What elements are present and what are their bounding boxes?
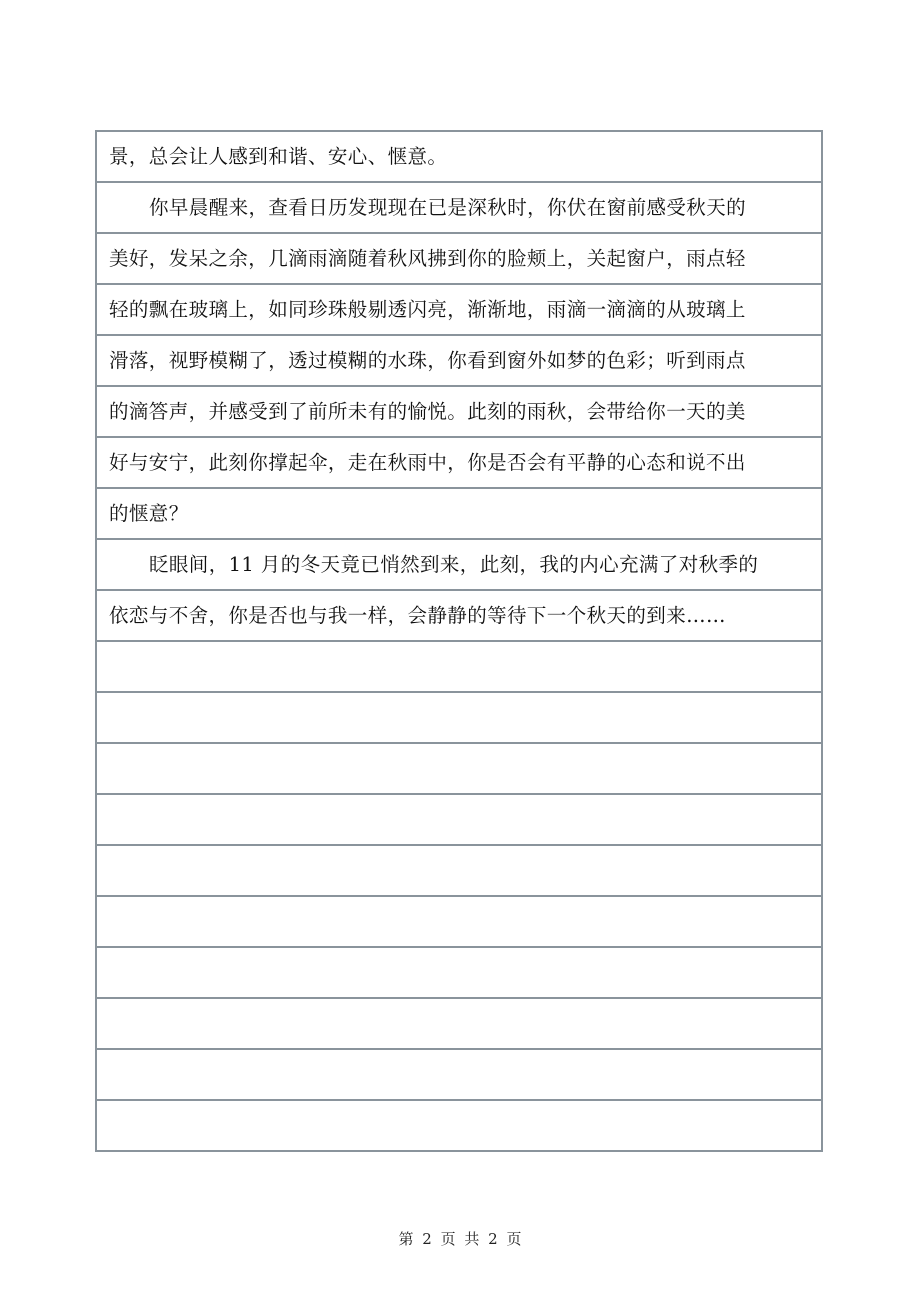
text-line: 你早晨醒来，查看日历发现现在已是深秋时，你伏在窗前感受秋天的 <box>97 183 821 234</box>
empty-line <box>97 948 821 999</box>
text-line: 的滴答声，并感受到了前所未有的愉悦。此刻的雨秋，会带给你一天的美 <box>97 387 821 438</box>
text-line: 轻的飘在玻璃上，如同珍珠般剔透闪亮，渐渐地，雨滴一滴滴的从玻璃上 <box>97 285 821 336</box>
empty-line <box>97 1050 821 1101</box>
empty-line <box>97 1101 821 1152</box>
text-line: 美好，发呆之余，几滴雨滴随着秋风拂到你的脸颊上，关起窗户，雨点轻 <box>97 234 821 285</box>
empty-line <box>97 999 821 1050</box>
empty-line <box>97 744 821 795</box>
text-line: 景，总会让人感到和谐、安心、惬意。 <box>97 132 821 183</box>
empty-line <box>97 642 821 693</box>
empty-line <box>97 846 821 897</box>
page-number-footer: 第 2 页 共 2 页 <box>398 1230 522 1248</box>
text-line: 滑落，视野模糊了，透过模糊的水珠，你看到窗外如梦的色彩；听到雨点 <box>97 336 821 387</box>
empty-line <box>97 693 821 744</box>
text-line: 好与安宁，此刻你撑起伞，走在秋雨中，你是否会有平静的心态和说不出 <box>97 438 821 489</box>
text-line: 的惬意？ <box>97 489 821 540</box>
ruled-writing-sheet <box>95 130 823 1152</box>
empty-line <box>97 795 821 846</box>
text-line: 依恋与不舍，你是否也与我一样，会静静的等待下一个秋天的到来…… <box>97 591 821 642</box>
text-line: 眨眼间，11 月的冬天竟已悄然到来，此刻，我的内心充满了对秋季的 <box>97 540 821 591</box>
empty-line <box>97 897 821 948</box>
